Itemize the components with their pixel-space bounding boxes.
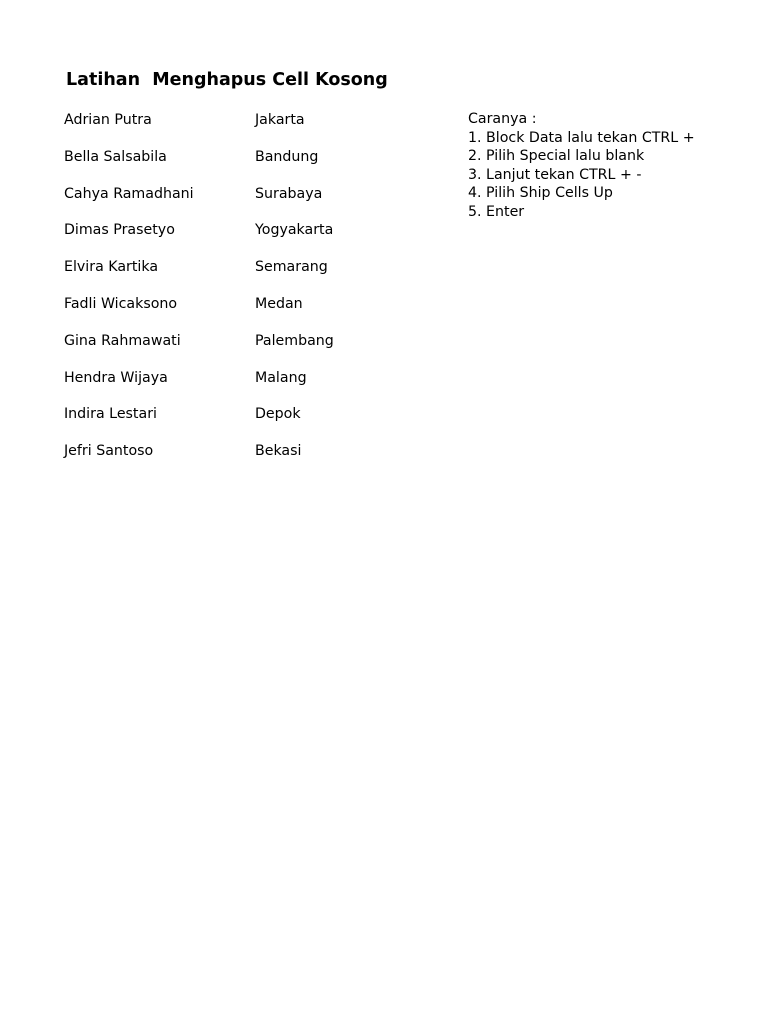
city-cell: Semarang: [255, 259, 328, 276]
name-cell: Hendra Wijaya: [64, 369, 168, 386]
table-row: [64, 184, 444, 221]
instruction-step: 5. Enter: [468, 203, 525, 220]
name-cell: Fadli Wicaksono: [64, 295, 178, 312]
instructions-block: [468, 110, 758, 221]
name-cell: Adrian Putra: [64, 112, 152, 128]
city-cell: Bandung: [255, 148, 319, 165]
city-cell: Jakarta: [255, 112, 305, 128]
instruction-step: 1. Block Data lalu tekan CTRL +: [468, 129, 695, 146]
table-row: [64, 220, 444, 257]
instruction-step: 2. Pilih Special lalu blank: [468, 148, 645, 164]
table-row: [64, 331, 444, 368]
name-cell: Gina Rahmawati: [64, 332, 181, 349]
name-cell: Dimas Prasetyo: [64, 222, 175, 239]
city-cell: Yogyakarta: [255, 222, 334, 239]
table-row: [64, 257, 444, 294]
city-cell: Surabaya: [255, 185, 323, 202]
city-cell: Bekasi: [255, 443, 302, 460]
name-cell: Jefri Santoso: [64, 443, 154, 460]
city-cell: Malang: [255, 369, 307, 386]
city-cell: Palembang: [255, 332, 334, 349]
city-cell: Depok: [255, 406, 301, 423]
page-title: Latihan Menghapus Cell Kosong: [66, 70, 388, 90]
instruction-step: 3. Lanjut tekan CTRL + -: [468, 166, 642, 183]
name-cell: Indira Lestari: [64, 406, 157, 423]
instructions-heading: Caranya :: [468, 111, 537, 127]
table-row: [64, 147, 444, 184]
data-table: [64, 110, 444, 478]
table-row: [64, 441, 444, 478]
name-cell: Cahya Ramadhani: [64, 185, 194, 202]
table-row: [64, 368, 444, 405]
table-row: [64, 404, 444, 441]
table-row: [64, 110, 444, 147]
table-row: [64, 294, 444, 331]
instruction-step: 4. Pilih Ship Cells Up: [468, 185, 613, 201]
name-cell: Elvira Kartika: [64, 259, 159, 276]
city-cell: Medan: [255, 295, 303, 312]
name-cell: Bella Salsabila: [64, 148, 167, 165]
